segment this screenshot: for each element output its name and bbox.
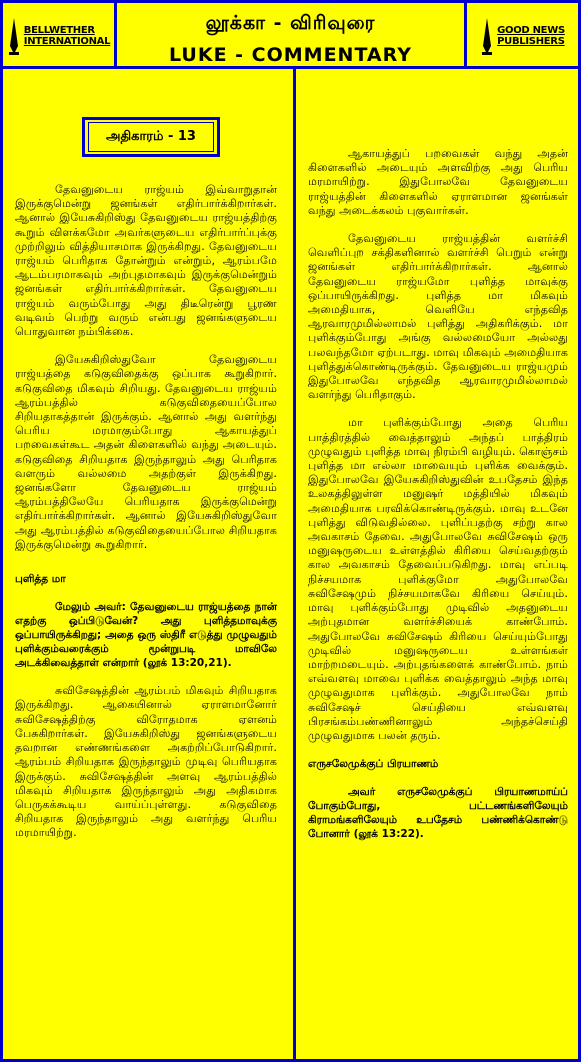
- scripture-quote: மேலும் அவர்: தேவனுடைய ராஜ்யத்தை நான் எதற்கு ஒப்பிடுவேன்? அது புளித்தமாவுக்கு ஒப்பாயிருக்கிறது; அதை ஒரு ஸ்திரீ எடுத்து முழுவதும் புளிக்கும்வரைக்கும் மூன்றுபடி மாவிலே அடக்கிவைத்தாள் என்றார் (லூக் 13:20,21).: [15, 601, 277, 670]
- paragraph: மா புளிக்கும்போது அதை பெரிய பாத்திரத்தில் வைத்தாலும் அந்தப் பாத்திரம் முழுவதும் புளித்த மாவு நிரம்பி வழியும். கொஞ்சம் புளித்த மா எல்லா மாவையும் புளிக்க வைக்கும். இதுபோலவே இயேசுகிறிஸ்துவின் உபதேசம் இந்த உலகத்திலுள்ள மனுஷர் மத்தியில் மிகவும் அமைதியாக பரவிக்கொண்டிருக்கும். மாவு உடனே புளித்து விடுவதில்லை. புளிப்பதற்கு சற்று கால அவகாசம் தேவை. அதுபோலவே சுவிசேஷம் ஒரு மனுஷருடைய உள்ளத்தில் கிரியை செய்வதற்கும் கால அவகாசம் தேவைப்படுகிறது. மாவு எப்படி நிச்சயமாக புளிக்குமோ அதுபோலவே சுவிசேஷமும் நிச்சயமாகவே கிரியை செய்யும். மாவு புளிக்கும்போது முடிவில் அதனுடைய அற்புதமான வளர்ச்சியைக் காண்போம். அதுபோலவே சுவிசேஷம் கிரியை செய்யும்போது முடிவில் மனுஷருடைய உள்ளங்கள் மாற்றமடையும். அற்புதங்களைக் காண்போம். நாம் எவ்வளவு மாவை புளிக்க வைத்தாலும் அந்த மாவு முழுவதுமாக புளிக்கும். அதுபோலவே நாம் சுவிசேஷச் செய்தியை எவ்வளவு பிரசங்கம்பண்ணினாலும் அந்தச்செய்தி முழுவதுமாக பலன் தரும்.: [308, 416, 568, 742]
- title-tamil: லூக்கா - விரிவுரை: [205, 12, 376, 34]
- section-heading: புளித்த மா: [15, 573, 66, 586]
- paragraph: இயேசுகிறிஸ்துவோ தேவனுடைய ராஜ்யத்தை கடுகுவிதைக்கு ஒப்பாக கூறுகிறார். கடுகுவிதை மிகவும் சிறியது. தேவனுடைய ராஜ்யம் ஆரம்பத்தில் கடுகுவிதையைப்போல சிறியதாகத்தான் இருக்கும். ஆனால் அது வளர்ந்து பெரிய மரமாகும்போது ஆகாயத்துப் பறவைகள்கூட அதன் கிளைகளில் வந்து அடையும். கடுகுவிதை சிறியதாக இருந்தாலும் அது பெரிதாக வளரும் வல்லமை அதற்குள் இருக்கிறது. ஜனங்களோ தேவனுடைய ராஜ்யம் ஆரம்பத்திலேயே பெரியதாக இருக்குமென்று எதிர்பார்க்கிறார்கள். ஆனால் இயேசுகிறிஸ்துவோ அது ஆரம்பத்தில் கடுகுவிதையைப்போல சிறியதாக இருக்குமென்று கூறுகிறார்.: [15, 353, 277, 551]
- chapter-label: அதிகாரம் - 13: [88, 122, 214, 152]
- column-divider: [293, 69, 296, 1059]
- logo-line1: GOOD NEWS: [497, 25, 565, 36]
- chapter-box: [82, 117, 220, 157]
- logo-line1: BELLWETHER: [23, 25, 95, 36]
- scripture-quote: அவர் எருசலேமுக்குப் பிரயாணமாய்ப் போகும்போது, பட்டணங்களிலேயும் கிராமங்களிலேயும் உபதேசம் பண்ணிக்கொண்டு போனார் (லூக் 13:22).: [308, 786, 568, 841]
- title-box: [120, 3, 461, 69]
- pen-icon: [480, 16, 494, 56]
- paragraph: ஆகாயத்துப் பறவைகள் வந்து அதன் கிளைகளில் அடையும் அளவிற்கு அது பெரிய மரமாயிற்று. இதுபோலவே தேவனுடைய ராஜ்யத்தின் கிளைகளில் ஏராளமான ஜனங்கள் வந்து அடைக்கலம் புகுவார்கள்.: [308, 147, 568, 217]
- good-news-logo: [464, 3, 578, 69]
- logo-line2: PUBLISHERS: [497, 36, 565, 47]
- bellwether-logo: [3, 3, 117, 69]
- pen-icon: [7, 16, 21, 56]
- right-column: [308, 147, 568, 855]
- paragraph: தேவனுடைய ராஜ்யம் இவ்வாறுதான் இருக்குமென்று ஜனங்கள் எதிர்பார்க்கிறார்கள். ஆனால் இயேசுகிறிஸ்து தேவனுடைய ராஜ்யத்திற்கு கூறும் விளக்கமோ அவர்களுடைய எதிர்பார்ப்புக்கு முற்றிலும் வித்தியாசமாக இருக்கிறது. தேவனுடைய ராஜ்யம் பெரிதாக தோன்றும் என்றும், ஆரம்பமே ஆடம்பரமாகவும் அற்புதமாகவும் இருக்குமென்றும் ஜனங்கள் எதிர்பார்க்கிறார்கள். தேவனுடைய ராஜ்யம் வரும்போது அது திடீரென்று பூரண வடிவம் பெற்று வரும் என்பது ஜனங்களுடைய பொதுவான நம்பிக்கை.: [15, 183, 277, 339]
- section-heading: எருசலேமுக்குப் பிரயாணம்: [308, 758, 439, 771]
- logo-line2: INTERNATIONAL: [23, 36, 111, 47]
- header: [3, 3, 578, 69]
- title-english: LUKE - COMMENTARY: [168, 44, 412, 66]
- paragraph: சுவிசேஷத்தின் ஆரம்பம் மிகவும் சிறியதாக இருக்கிறது. ஆகையினால் ஏராளமானோர் சுவிசேஷத்திற்கு விரோதமாக ஏளனம் பேசுகிறார்கள். இயேசுகிறிஸ்து ஜனங்களுடைய தவறான எண்ணங்களை அகற்றிப்போடுகிறார். ஆரம்பம் சிறியதாக இருந்தாலும் முடிவு பெரியதாக இருக்கும். சுவிசேஷத்தின் அளவு ஆரம்பத்தில் மிகவும் சிறியதாக இருந்தாலும் அது அதிகமாக பெருகக்கூடிய வாய்ப்புள்ளது. கடுகுவிதை சிறியதாக இருந்தாலும் அது வளர்ந்து பெரிய மரமாயிற்று.: [15, 684, 277, 840]
- left-column: [15, 183, 277, 855]
- paragraph: தேவனுடைய ராஜ்யத்தின் வளர்ச்சி வெளிப்புற சக்திகளினால் வளர்ச்சி பெறும் என்று ஜனங்கள் எதிர்பார்க்கிறார்கள். ஆனால் தேவனுடைய ராஜ்யமோ புளித்த மாவுக்கு ஒப்பாயிருக்கிறது. புளித்த மா மிகவும் அமைதியாக, வெளியே எந்தவித ஆரவாரமுமில்லாமல் புளித்து அதிகரிக்கும். மா புளிக்கும்போது அங்கு வல்லமையோ அல்லது பலவந்தமோ ஏற்படாது. மாவு மிகவும் அமைதியாக புளித்துக்கொண்டிருக்கும். தேவனுடைய ராஜ்யமும் இதுபோலவே எந்தவித ஆரவாரமுமில்லாமல் வளர்ந்து பெரிதாகும்.: [308, 232, 568, 402]
